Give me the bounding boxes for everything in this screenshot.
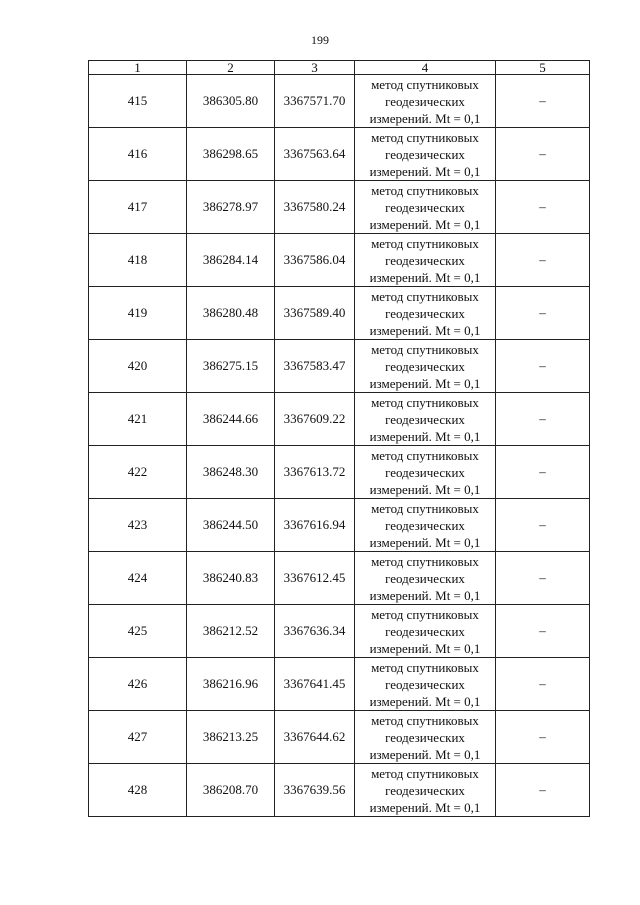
y-coordinate-cell: 3367563.64 [275,128,355,181]
method-line: геодезических [385,570,465,586]
method-line: измерений. Mt = 0,1 [369,163,481,179]
table-row [89,75,590,128]
note-cell: – [496,764,590,817]
table-row [89,499,590,552]
table-row [89,181,590,234]
method-cell [355,658,496,711]
table-row [89,393,590,446]
x-coordinate-cell: 386212.52 [187,605,275,658]
point-number-cell: 427 [89,711,187,764]
method-line: измерений. Mt = 0,1 [369,428,481,444]
point-number-cell: 423 [89,499,187,552]
y-coordinate-cell: 3367639.56 [275,764,355,817]
method-cell [355,499,496,552]
method-line: геодезических [385,729,465,745]
note-cell: – [496,605,590,658]
method-line: метод спутниковых [371,235,479,251]
method-line: измерений. Mt = 0,1 [369,375,481,391]
header-col-2: 2 [187,61,275,75]
method-line: геодезических [385,676,465,692]
method-line: измерений. Mt = 0,1 [369,693,481,709]
method-line: метод спутниковых [371,659,479,675]
point-number-cell: 422 [89,446,187,499]
table-row [89,658,590,711]
y-coordinate-cell: 3367612.45 [275,552,355,605]
y-coordinate-cell: 3367616.94 [275,499,355,552]
note-cell: – [496,446,590,499]
note-cell: – [496,658,590,711]
x-coordinate-cell: 386240.83 [187,552,275,605]
method-cell [355,75,496,128]
x-coordinate-cell: 386244.66 [187,393,275,446]
note-cell: – [496,234,590,287]
method-cell [355,340,496,393]
point-number-cell: 428 [89,764,187,817]
table-row [89,552,590,605]
method-line: метод спутниковых [371,76,479,92]
y-coordinate-cell: 3367571.70 [275,75,355,128]
note-cell: – [496,128,590,181]
method-line: геодезических [385,305,465,321]
y-coordinate-cell: 3367613.72 [275,446,355,499]
page-number: 199 [311,33,329,47]
table-row [89,711,590,764]
table-row [89,287,590,340]
x-coordinate-cell: 386280.48 [187,287,275,340]
header-col-5: 5 [496,61,590,75]
method-cell [355,446,496,499]
method-line: метод спутниковых [371,394,479,410]
point-number-cell: 425 [89,605,187,658]
point-number-cell: 415 [89,75,187,128]
table-body [89,75,590,817]
method-line: метод спутниковых [371,288,479,304]
method-line: метод спутниковых [371,500,479,516]
y-coordinate-cell: 3367609.22 [275,393,355,446]
method-line: метод спутниковых [371,182,479,198]
method-line: измерений. Mt = 0,1 [369,269,481,285]
method-line: метод спутниковых [371,447,479,463]
point-number-cell: 417 [89,181,187,234]
table-row [89,128,590,181]
note-cell: – [496,75,590,128]
table-row [89,764,590,817]
method-line: измерений. Mt = 0,1 [369,481,481,497]
header-row [89,61,590,75]
method-line: метод спутниковых [371,606,479,622]
header-col-4: 4 [355,61,496,75]
point-number-cell: 426 [89,658,187,711]
method-line: геодезических [385,782,465,798]
note-cell: – [496,711,590,764]
point-number-cell: 418 [89,234,187,287]
note-cell: – [496,340,590,393]
method-line: измерений. Mt = 0,1 [369,534,481,550]
y-coordinate-cell: 3367589.40 [275,287,355,340]
method-cell [355,128,496,181]
method-cell [355,181,496,234]
header-col-3: 3 [275,61,355,75]
method-cell [355,711,496,764]
x-coordinate-cell: 386248.30 [187,446,275,499]
point-number-cell: 420 [89,340,187,393]
point-number-cell: 424 [89,552,187,605]
method-line: метод спутниковых [371,712,479,728]
method-line: измерений. Mt = 0,1 [369,110,481,126]
method-cell [355,287,496,340]
y-coordinate-cell: 3367586.04 [275,234,355,287]
note-cell: – [496,393,590,446]
method-line: измерений. Mt = 0,1 [369,322,481,338]
x-coordinate-cell: 386298.65 [187,128,275,181]
method-line: геодезических [385,464,465,480]
method-line: геодезических [385,623,465,639]
method-line: метод спутниковых [371,765,479,781]
x-coordinate-cell: 386284.14 [187,234,275,287]
y-coordinate-cell: 3367580.24 [275,181,355,234]
y-coordinate-cell: 3367636.34 [275,605,355,658]
note-cell: – [496,552,590,605]
method-line: измерений. Mt = 0,1 [369,640,481,656]
note-cell: – [496,287,590,340]
coordinates-table [88,60,590,817]
method-line: метод спутниковых [371,341,479,357]
method-line: метод спутниковых [371,553,479,569]
y-coordinate-cell: 3367644.62 [275,711,355,764]
x-coordinate-cell: 386213.25 [187,711,275,764]
method-line: геодезических [385,199,465,215]
header-col-1: 1 [89,61,187,75]
method-line: измерений. Mt = 0,1 [369,587,481,603]
y-coordinate-cell: 3367583.47 [275,340,355,393]
method-line: измерений. Mt = 0,1 [369,799,481,815]
point-number-cell: 416 [89,128,187,181]
method-line: геодезических [385,358,465,374]
table-row [89,605,590,658]
method-cell [355,764,496,817]
y-coordinate-cell: 3367641.45 [275,658,355,711]
x-coordinate-cell: 386278.97 [187,181,275,234]
x-coordinate-cell: 386275.15 [187,340,275,393]
point-number-cell: 419 [89,287,187,340]
method-line: геодезических [385,517,465,533]
method-cell [355,605,496,658]
method-cell [355,552,496,605]
method-line: геодезических [385,411,465,427]
method-line: метод спутниковых [371,129,479,145]
table-header [89,61,590,75]
method-line: измерений. Mt = 0,1 [369,746,481,762]
x-coordinate-cell: 386208.70 [187,764,275,817]
method-cell [355,234,496,287]
x-coordinate-cell: 386216.96 [187,658,275,711]
table-row [89,340,590,393]
method-line: геодезических [385,146,465,162]
table-row [89,446,590,499]
method-line: измерений. Mt = 0,1 [369,216,481,232]
method-line: геодезических [385,93,465,109]
method-line: геодезических [385,252,465,268]
x-coordinate-cell: 386244.50 [187,499,275,552]
note-cell: – [496,499,590,552]
x-coordinate-cell: 386305.80 [187,75,275,128]
note-cell: – [496,181,590,234]
point-number-cell: 421 [89,393,187,446]
method-cell [355,393,496,446]
table-row [89,234,590,287]
